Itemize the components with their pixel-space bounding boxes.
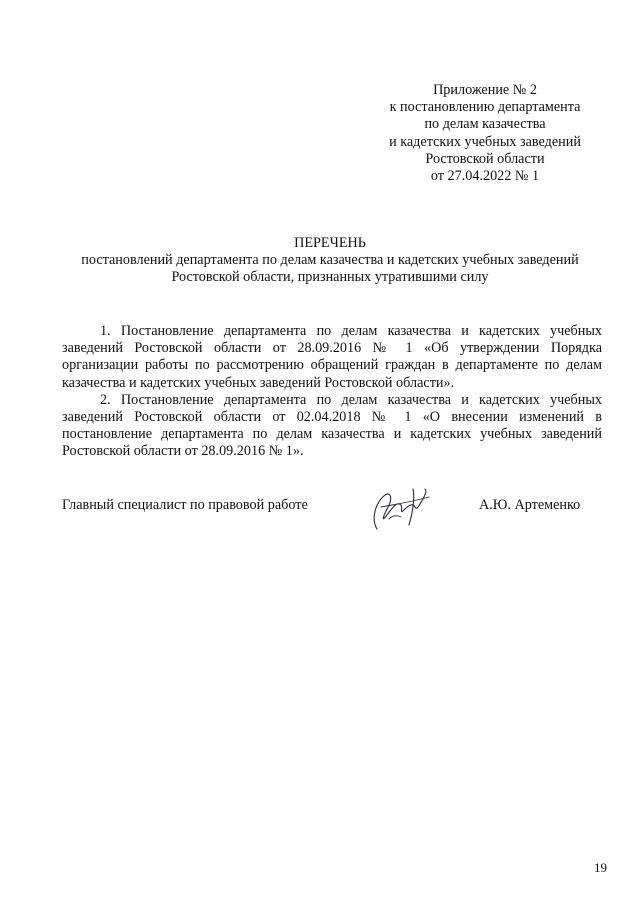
document-heading — [60, 235, 600, 287]
signature-block — [62, 485, 602, 535]
signatory-name: А.Ю. Артеменко — [479, 497, 581, 513]
page-number: 19 — [594, 860, 607, 875]
signatory-position: Главный специалист по правовой работе — [62, 497, 308, 513]
appendix-line: и кадетских учебных заведений — [389, 133, 581, 150]
appendix-line: к постановлению департамента — [389, 99, 581, 116]
document-title: ПЕРЕЧЕНЬ — [294, 235, 366, 251]
appendix-line: Приложение № 2 — [433, 82, 537, 98]
list-item — [62, 323, 602, 392]
appendix-line: от 27.04.2022 № 1 — [430, 168, 540, 185]
items-list — [62, 323, 602, 461]
appendix-line: Ростовской области — [425, 150, 545, 167]
list-item-text: 2. Постановление департамента по делам казачества и кадетских учебных заведений Ростовской области от 02.04.2018 № 1 «О внесении изменений в постановление департамента по делам казачества и кадетских учебных заведений Ростовской области от 28.09.2016 № 1». — [62, 391, 602, 460]
document-subtitle-line: Ростовской области, признанных утратившими силу — [171, 269, 489, 286]
list-item-text: 1. Постановление департамента по делам казачества и кадетских учебных заведений Ростовской области от 28.09.2016 № 1 «Об утверждении Порядка организации работы по рассмотрению обращений граждан в департаменте по делам казачества и кадетских учебных заведений Ростовской области». — [62, 323, 602, 391]
document-subtitle-line: постановлений департамента по делам казачества и кадетских учебных заведений — [81, 252, 579, 269]
list-item — [62, 392, 602, 461]
appendix-header — [360, 82, 610, 185]
appendix-line: по делам казачества — [424, 116, 546, 133]
handwritten-signature-icon — [367, 485, 437, 531]
